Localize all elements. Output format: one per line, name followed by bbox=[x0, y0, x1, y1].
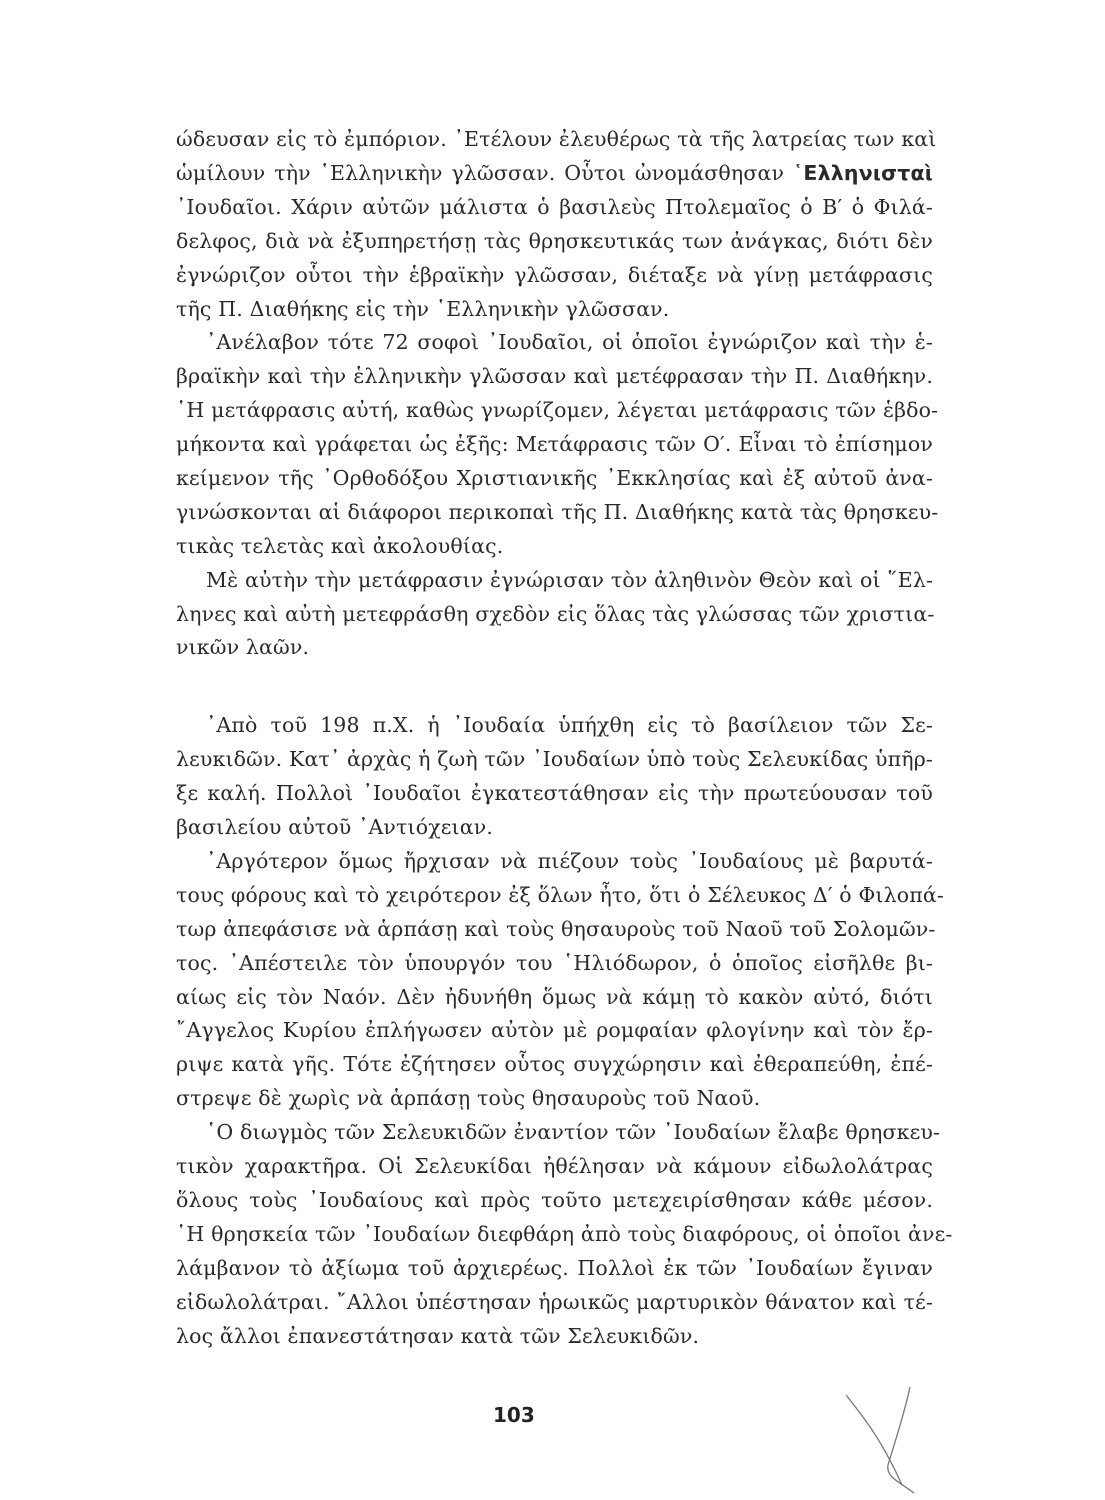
text-line-content: τος. ᾿Απέστειλε τὸν ὑπουργόν του ῾Ηλιόδωρον, ὁ ὁποῖος εἰσῆλθε βι- bbox=[176, 951, 933, 975]
text-line-content: ἐγνώριζον οὗτοι τὴν ἑβραϊκὴν γλῶσσαν, διέταξε νὰ γίνῃ μετάφρασις bbox=[176, 263, 933, 287]
text-line-content: ῾Ο διωγμὸς τῶν Σελευκιδῶν ἐναντίον τῶν ᾿Ιουδαίων ἔλαβε θρησκευ- bbox=[206, 1120, 941, 1144]
text-line bbox=[176, 776, 933, 810]
text-line-content: βασιλείου αὐτοῦ ᾿Αντιόχειαν. bbox=[176, 815, 494, 839]
text-line-content: στρεψε δὲ χωρὶς νὰ ἁρπάσῃ τοὺς θησαυροὺς τοῦ Ναοῦ. bbox=[176, 1086, 761, 1110]
text-line-content: ῾Η μετάφρασις αὐτή, καθὼς γνωρίζομεν, λέγεται μετάφρασις τῶν ἑβδο- bbox=[176, 398, 939, 422]
text-line-content: ὡμίλουν τὴν ῾Ελληνικὴν γλῶσσαν. Οὗτοι ὠνομάσθησαν bbox=[176, 161, 793, 185]
text-line-content: ώδευσαν εἰς τὸ ἐμπόριον. ᾿Ετέλουν ἐλευθέρως τὰ τῆς λατρείας των καὶ bbox=[176, 127, 937, 151]
text-line-content: αίως εἰς τὸν Ναόν. Δὲν ἠδυνήθη ὅμως νὰ κάμῃ τὸ κακὸν αὐτό, διότι bbox=[176, 985, 933, 1009]
text-line bbox=[176, 393, 939, 427]
text-line bbox=[176, 1013, 933, 1047]
text-line bbox=[176, 980, 933, 1014]
text-line-content: ᾿Απὸ τοῦ 198 π.Χ. ἡ ᾿Ιουδαία ὑπήχθη εἰς τὸ βασίλειον τῶν Σε- bbox=[206, 713, 933, 737]
text-line bbox=[176, 630, 933, 664]
text-line-content: τους φόρους καὶ τὸ χειρότερον ἐξ ὅλων ἦτο, ὅτι ὁ Σέλευκος Δ′ ὁ Φιλοπά- bbox=[176, 883, 944, 907]
text-line bbox=[176, 258, 933, 292]
text-line-content: γινώσκονται αἱ διάφοροι περικοπαὶ τῆς Π. Διαθήκης κατὰ τὰς θρησκευ- bbox=[176, 500, 939, 524]
text-line-content: ᾿Ιουδαῖοι. Χάριν αὐτῶν μάλιστα ὁ βασιλεὺς Πτολεμαῖος ὁ Β′ ὁ Φιλά- bbox=[176, 195, 933, 219]
text-line bbox=[176, 529, 933, 563]
text-line bbox=[176, 597, 933, 631]
text-line bbox=[176, 495, 939, 529]
text-line-content: λος ἄλλοι ἐπανεστάτησαν κατὰ τῶν Σελευκιδῶν. bbox=[176, 1324, 700, 1348]
text-line-content: τικὰς τελετὰς καὶ ἀκολουθίας. bbox=[176, 534, 504, 558]
text-line bbox=[176, 292, 933, 326]
text-line-content: κείμενον τῆς ᾿Ορθοδόξου Χριστιανικῆς ᾿Εκκλησίας καὶ ἐξ αὐτοῦ ἀνα- bbox=[176, 466, 933, 490]
text-line bbox=[206, 563, 933, 597]
text-line bbox=[206, 844, 933, 878]
text-line-content: τῆς Π. Διαθήκης εἰς τὴν ῾Ελληνικὴν γλῶσσαν. bbox=[176, 297, 670, 321]
text-line bbox=[176, 224, 933, 258]
text-line bbox=[176, 156, 933, 190]
text-line-content: νικῶν λαῶν. bbox=[176, 635, 310, 659]
text-line-content: εἰδωλολάτραι. ῎Αλλοι ὑπέστησαν ἡρωικῶς μαρτυρικὸν θάνατον καὶ τέ- bbox=[176, 1290, 933, 1314]
text-line bbox=[176, 810, 933, 844]
text-line-content: βραϊκὴν καὶ τὴν ἑλληνικὴν γλῶσσαν καὶ μετέφρασαν τὴν Π. Διαθήκην. bbox=[176, 364, 933, 388]
text-line-content: λευκιδῶν. Κατ᾿ ἀρχὰς ἡ ζωὴ τῶν ᾿Ιουδαίων ὑπὸ τοὺς Σελευκίδας ὑπῆρ- bbox=[176, 747, 933, 771]
text-line-content: μήκοντα καὶ γράφεται ὡς ἑξῆς: Μετάφρασις τῶν Ο′. Εἶναι τὸ ἐπίσημον bbox=[176, 432, 933, 456]
text-line bbox=[176, 1047, 933, 1081]
text-line-content: ριψε κατὰ γῆς. Τότε ἐζήτησεν οὗτος συγχώρησιν καὶ ἐθεραπεύθη, ἐπέ- bbox=[176, 1052, 933, 1076]
text-line bbox=[176, 1285, 933, 1319]
text-line bbox=[176, 1081, 933, 1115]
text-line bbox=[176, 461, 933, 495]
text-line bbox=[176, 359, 933, 393]
text-line-content: τωρ ἀπεφάσισε νὰ ἁρπάσῃ καὶ τοὺς θησαυροὺς τοῦ Ναοῦ τοῦ Σολομῶν- bbox=[176, 917, 936, 941]
text-line bbox=[176, 427, 933, 461]
text-line bbox=[206, 708, 933, 742]
pencil-mark-icon bbox=[842, 1385, 922, 1495]
text-line-content: ᾿Αργότερον ὅμως ἤρχισαν νὰ πιέζουν τοὺς ᾿Ιουδαίους μὲ βαρυτά- bbox=[206, 849, 933, 873]
text-line bbox=[176, 1217, 953, 1251]
text-line-content: ᾿Ανέλαβον τότε 72 σοφοὶ ᾿Ιουδαῖοι, οἱ ὁποῖοι ἐγνώριζον καὶ τὴν ἑ- bbox=[206, 330, 933, 354]
text-line bbox=[176, 1149, 933, 1183]
text-line-content: Μὲ αὐτὴν τὴν μετάφρασιν ἐγνώρισαν τὸν ἀληθινὸν Θεὸν καὶ οἱ ῞Ελ- bbox=[206, 568, 934, 592]
text-line-content: ῾Η θρησκεία τῶν ᾿Ιουδαίων διεφθάρη ἀπὸ τοὺς διαφόρους, οἱ ὁποῖοι ἀνε- bbox=[176, 1222, 953, 1246]
text-line bbox=[176, 878, 944, 912]
text-line bbox=[176, 1251, 933, 1285]
text-line bbox=[176, 1183, 933, 1217]
text-line bbox=[176, 190, 933, 224]
text-line bbox=[206, 325, 933, 359]
text-line-content: ληνες καὶ αὐτὴ μετεφράσθη σχεδὸν εἰς ὅλας τὰς γλώσσας τῶν χριστια- bbox=[176, 602, 935, 626]
text-line-content: δελφος, διὰ νὰ ἐξυπηρετήσῃ τὰς θρησκευτικάς των ἀνάγκας, διότι δὲν bbox=[176, 229, 933, 253]
text-line bbox=[176, 946, 933, 980]
text-line-content: ὅλους τοὺς ᾿Ιουδαίους καὶ πρὸς τοῦτο μετεχειρίσθησαν κάθε μέσον. bbox=[176, 1188, 933, 1212]
text-line-content: ῎Αγγελος Κυρίου ἐπλήγωσεν αὐτὸν μὲ ρομφαίαν φλογίνην καὶ τὸν ἔρ- bbox=[176, 1018, 933, 1042]
text-line bbox=[176, 742, 933, 776]
text-line-content: λάμβανον τὸ ἀξίωμα τοῦ ἀρχιερέως. Πολλοὶ ἐκ τῶν ᾿Ιουδαίων ἔγιναν bbox=[176, 1256, 933, 1280]
text-line-content: ξε καλή. Πολλοὶ ᾿Ιουδαῖοι ἐγκατεστάθησαν εἰς τὴν πρωτεύουσαν τοῦ bbox=[176, 781, 933, 805]
bold-term: ῾Ελληνισταὶ bbox=[792, 161, 933, 185]
text-line bbox=[176, 122, 937, 156]
page-number: 103 bbox=[493, 1403, 535, 1427]
text-line bbox=[176, 912, 936, 946]
text-line bbox=[176, 1319, 933, 1353]
text-line-content: τικὸν χαρακτῆρα. Οἱ Σελευκίδαι ἠθέλησαν νὰ κάμουν εἰδωλολάτρας bbox=[176, 1154, 933, 1178]
text-line bbox=[206, 1115, 941, 1149]
